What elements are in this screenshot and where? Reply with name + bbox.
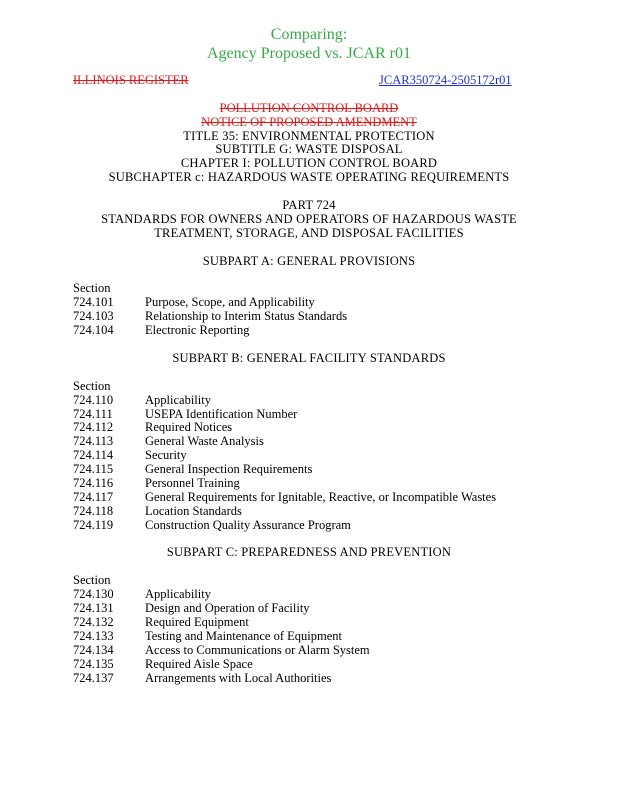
board-heading-strike: POLLUTION CONTROL BOARD xyxy=(219,101,399,115)
jcar-reference[interactable] xyxy=(379,73,512,88)
section-title: Required Notices xyxy=(145,420,233,434)
comparison-line-2: Agency Proposed vs. JCAR r01 xyxy=(207,45,411,62)
section-title: General Inspection Requirements xyxy=(145,462,313,476)
section-title: Electronic Reporting xyxy=(145,323,250,337)
subpart-b-title: SUBPART B: GENERAL FACILITY STANDARDS xyxy=(172,351,446,365)
subpart-c-title: SUBPART C: PREPAREDNESS AND PREVENTION xyxy=(166,545,452,559)
chapter-heading: CHAPTER I: POLLUTION CONTROL BOARD xyxy=(180,156,438,170)
section-number: 724.134 xyxy=(73,643,114,657)
section-number: 724.133 xyxy=(73,629,114,643)
section-number: 724.116 xyxy=(73,476,114,490)
section-label: Section xyxy=(73,379,111,393)
part-title-line-2: TREATMENT, STORAGE, AND DISPOSAL FACILITIES xyxy=(154,226,464,240)
section-number: 724.118 xyxy=(73,504,114,518)
illinois-register-header: ILLINOIS REGISTER xyxy=(73,73,189,87)
section-number: 724.137 xyxy=(73,671,114,685)
jcar-reference-prefix: JCAR350724-2505172 xyxy=(379,73,495,87)
section-title: Relationship to Interim Status Standards xyxy=(145,309,348,323)
section-number: 724.115 xyxy=(73,462,114,476)
section-number: 724.112 xyxy=(73,420,114,434)
subpart-a-title: SUBPART A: GENERAL PROVISIONS xyxy=(202,254,416,268)
section-number: 724.111 xyxy=(73,407,113,421)
section-title: General Waste Analysis xyxy=(145,434,264,448)
title-heading: TITLE 35: ENVIRONMENTAL PROTECTION xyxy=(183,129,435,143)
jcar-reference-suffix: r01 xyxy=(494,73,512,87)
section-number: 724.131 xyxy=(73,601,114,615)
section-number: 724.104 xyxy=(73,323,114,337)
section-title: Arrangements with Local Authorities xyxy=(145,671,332,685)
section-title: Security xyxy=(145,448,187,462)
section-number: 724.135 xyxy=(73,657,114,671)
section-title: Access to Communications or Alarm System xyxy=(145,643,370,657)
section-number: 724.114 xyxy=(73,448,114,462)
subchapter-heading: SUBCHAPTER c: HAZARDOUS WASTE OPERATING REQUIREMENTS xyxy=(108,170,510,184)
section-title: General Requirements for Ignitable, Reactive, or Incompatible Wastes xyxy=(145,490,497,504)
section-title: Construction Quality Assurance Program xyxy=(145,518,351,532)
section-number: 724.119 xyxy=(73,518,114,532)
section-title: Design and Operation of Facility xyxy=(145,601,310,615)
part-title-line-1: STANDARDS FOR OWNERS AND OPERATORS OF HAZARDOUS WASTE xyxy=(101,212,517,226)
section-number: 724.117 xyxy=(73,490,114,504)
section-number: 724.110 xyxy=(73,393,114,407)
section-title: Testing and Maintenance of Equipment xyxy=(145,629,342,643)
section-title: Required Equipment xyxy=(145,615,249,629)
section-title: Personnel Training xyxy=(145,476,240,490)
section-number: 724.130 xyxy=(73,587,114,601)
section-number: 724.103 xyxy=(73,309,114,323)
section-title: Required Aisle Space xyxy=(145,657,253,671)
section-number: 724.113 xyxy=(73,434,114,448)
section-title: Applicability xyxy=(145,393,211,407)
part-number: PART 724 xyxy=(282,198,336,212)
section-title: USEPA Identification Number xyxy=(145,407,298,421)
section-number: 724.132 xyxy=(73,615,114,629)
notice-heading-strike: NOTICE OF PROPOSED AMENDMENT xyxy=(201,115,417,129)
section-label: Section xyxy=(73,573,111,587)
comparison-line-1: Comparing: xyxy=(270,26,348,43)
section-title: Purpose, Scope, and Applicability xyxy=(145,295,315,309)
section-title: Applicability xyxy=(145,587,211,601)
subtitle-heading: SUBTITLE G: WASTE DISPOSAL xyxy=(215,142,403,156)
section-number: 724.101 xyxy=(73,295,114,309)
section-label: Section xyxy=(73,281,111,295)
section-title: Location Standards xyxy=(145,504,242,518)
